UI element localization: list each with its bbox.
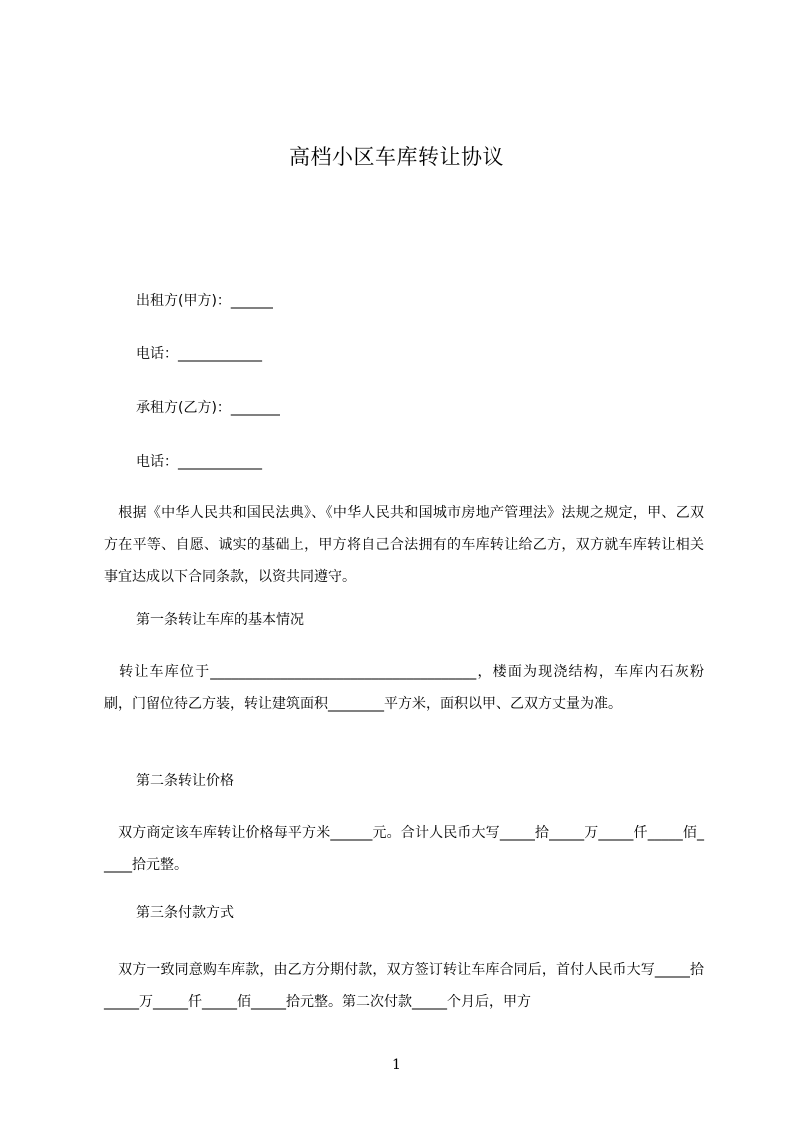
phone-line-lessee: 电话：____________: [136, 454, 262, 470]
lessor-line: 出租方(甲方)：______: [136, 293, 273, 309]
phone-line-lessor: 电话：____________: [136, 346, 262, 362]
article-2-heading: 第二条转让价格: [136, 773, 234, 789]
article-3-body: 双方一致同意购车库款，由乙方分期付款，双方签订转让车库合同后，首付人民币大写_____拾_____万_____仟_____佰_____拾元整。第二次付款_____个月后，甲方: [104, 962, 704, 1010]
document-title: 高档小区车库转让协议: [289, 145, 504, 169]
article-3-heading: 第三条付款方式: [136, 905, 234, 921]
page-number: 1: [392, 1057, 401, 1073]
article-1-heading: 第一条转让车库的基本情况: [136, 612, 304, 628]
article-1-body: 转让车库位于______________________________________，楼面为现浇结构，车库内石灰粉刷，门留位待乙方装，转让建筑面积________平方米，面积以甲、乙双方丈量为准。: [104, 664, 704, 712]
article-2-body: 双方商定该车库转让价格每平方米______元。合计人民币大写_____拾_____万_____仟_____佰_____拾元整。: [104, 825, 704, 873]
lessee-line: 承租方(乙方)：_______: [136, 400, 280, 416]
intro-paragraph: 根据《中华人民共和国民法典》、《中华人民共和国城市房地产管理法》法规之规定，甲、乙双方在平等、自愿、诚实的基础上，甲方将自己合法拥有的车库转让给乙方，双方就车库转让相关事宜达成以下合同条款，以资共同遵守。: [104, 505, 704, 585]
